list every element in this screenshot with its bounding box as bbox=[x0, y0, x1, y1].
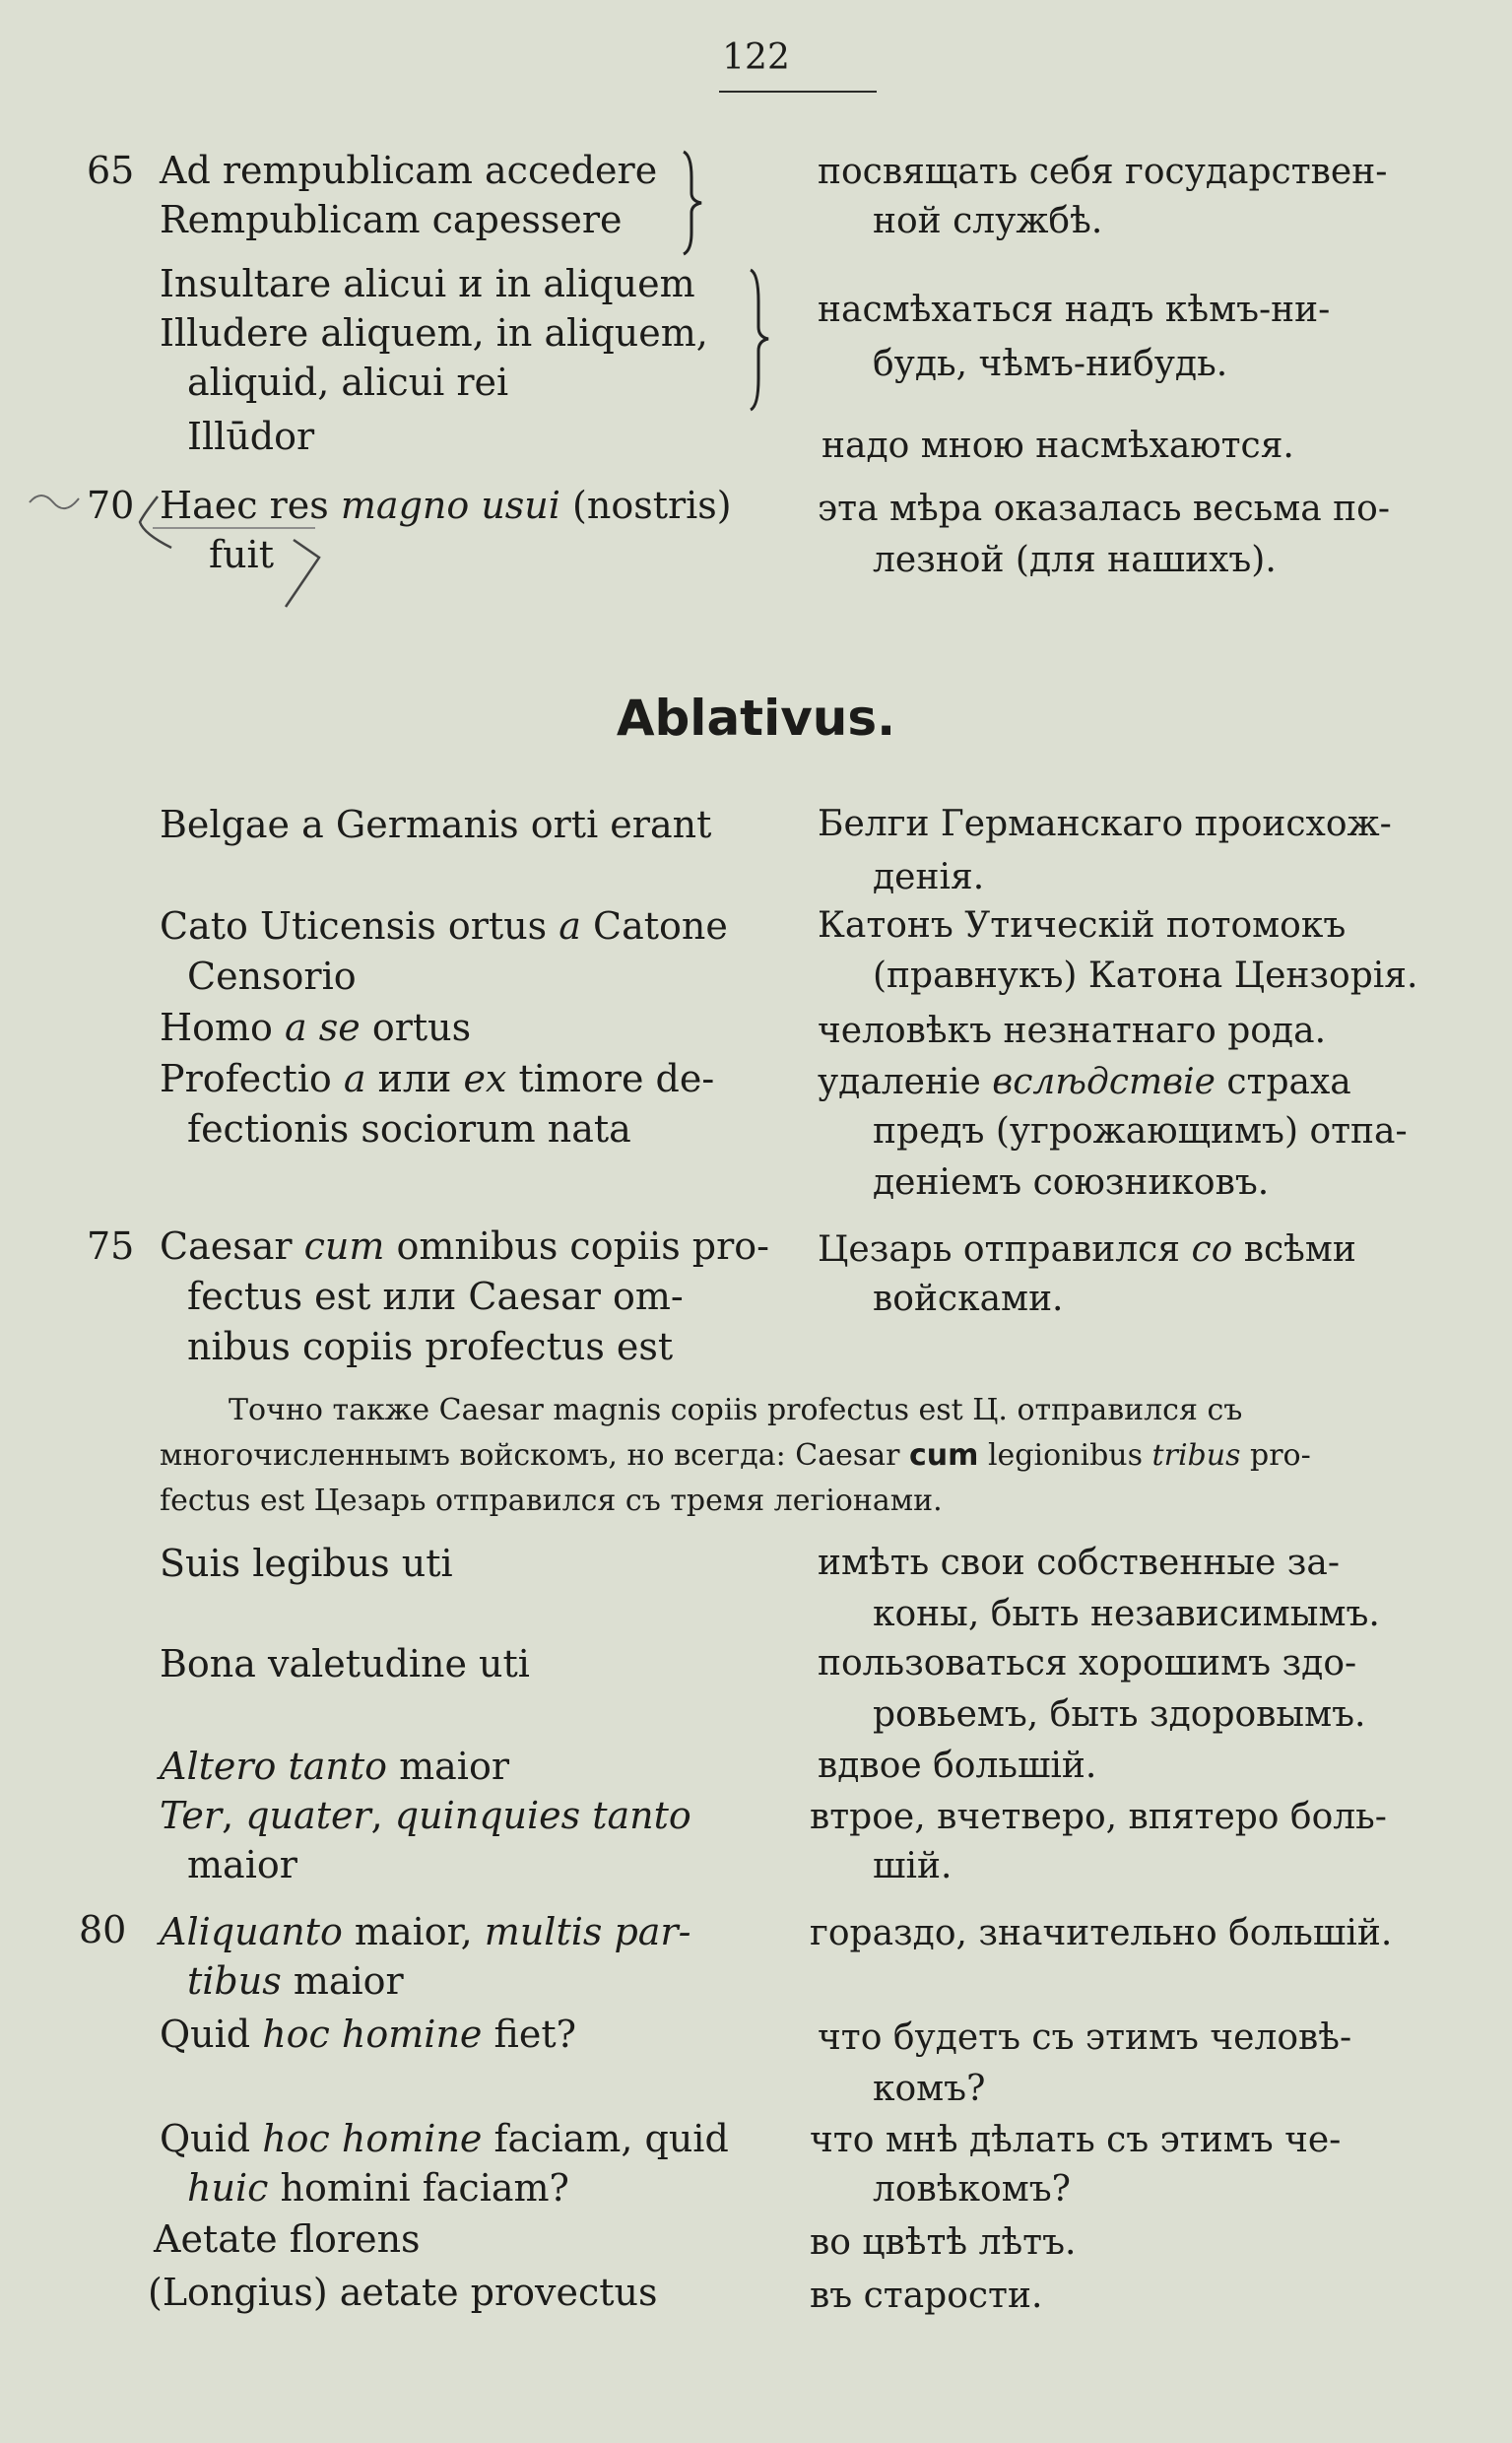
latin-phrase: fectionis sociorum nata bbox=[187, 1107, 631, 1151]
russian-translation: пользоваться хорошимъ здо- bbox=[818, 1643, 1357, 1684]
russian-translation: денія. bbox=[873, 857, 985, 897]
russian-translation: въ старости. bbox=[810, 2276, 1043, 2316]
latin-phrase: Rempublicam capessere bbox=[160, 198, 623, 241]
russian-translation: Катонъ Утическій потомокъ bbox=[818, 905, 1347, 946]
russian-translation: Белги Германскаго происхож- bbox=[818, 804, 1392, 844]
latin-phrase: Ad rempublicam accedere bbox=[160, 149, 658, 192]
latin-phrase: maior bbox=[187, 1843, 297, 1886]
latin-phrase: Belgae a Germanis orti erant bbox=[160, 803, 712, 846]
russian-translation: удаленіе вслѣдствіе страха bbox=[818, 1062, 1351, 1102]
russian-translation: посвящать себя государствен- bbox=[818, 152, 1388, 192]
section-heading: Ablativus. bbox=[616, 690, 896, 747]
latin-phrase: Quid hoc homine faciam, quid bbox=[160, 2117, 729, 2160]
latin-phrase: Bona valetudine uti bbox=[160, 1642, 530, 1685]
note-text: многочисленнымъ войскомъ, но всегда: Caesar cum legionibus tribus pro- bbox=[160, 1438, 1311, 1473]
russian-translation: эта мѣра оказалась весьма по- bbox=[818, 489, 1390, 529]
latin-phrase: Illūdor bbox=[187, 415, 315, 458]
russian-translation: во цвѣтѣ лѣтъ. bbox=[810, 2222, 1077, 2263]
russian-translation: лезной (для нашихъ). bbox=[873, 540, 1277, 580]
latin-phrase: Censorio bbox=[187, 955, 357, 998]
russian-translation: имѣть свои собственные за- bbox=[818, 1543, 1341, 1583]
russian-translation: ловѣкомъ? bbox=[873, 2169, 1071, 2210]
latin-phrase: Illudere aliquem, in aliquem, bbox=[160, 311, 708, 355]
russian-translation: что будетъ съ этимъ человѣ- bbox=[818, 2017, 1352, 2058]
russian-translation: будь, чѣмъ-нибудь. bbox=[873, 344, 1228, 384]
russian-translation: деніемъ союзниковъ. bbox=[873, 1162, 1270, 1203]
note-text: Точно также Caesar magnis copiis profectus est Ц. отправился съ bbox=[229, 1393, 1243, 1427]
russian-translation: насмѣхаться надъ кѣмъ-ни- bbox=[818, 290, 1331, 330]
latin-phrase: fectus est или Caesar om- bbox=[187, 1275, 684, 1318]
latin-phrase: huic homini faciam? bbox=[187, 2166, 569, 2210]
latin-phrase: Aliquanto maior, multis par- bbox=[160, 1910, 691, 1953]
curly-brace-icon bbox=[747, 266, 776, 414]
note-text: fectus est Цезарь отправился съ тремя легіонами. bbox=[160, 1484, 943, 1518]
russian-translation: вдвое большій. bbox=[818, 1746, 1097, 1786]
latin-phrase: nibus copiis profectus est bbox=[187, 1325, 674, 1368]
russian-translation: надо мною насмѣхаются. bbox=[822, 426, 1294, 466]
latin-phrase: Profectio a или ex timore de- bbox=[160, 1057, 715, 1100]
curly-brace-icon bbox=[678, 148, 707, 256]
russian-translation: Цезарь отправился со всѣми bbox=[818, 1229, 1356, 1270]
russian-translation: коны, быть независимымъ. bbox=[873, 1594, 1380, 1634]
russian-translation: (правнукъ) Катона Цензорія. bbox=[873, 956, 1418, 996]
latin-phrase: Ter, quater, quinquies tanto bbox=[160, 1794, 691, 1837]
latin-phrase: fuit bbox=[209, 533, 274, 576]
russian-translation: человѣкъ незнатнаго рода. bbox=[818, 1011, 1327, 1051]
russian-translation: шій. bbox=[873, 1846, 953, 1886]
latin-phrase: Caesar cum omnibus copiis pro- bbox=[160, 1224, 769, 1268]
latin-phrase: tibus maior bbox=[187, 1959, 404, 2003]
russian-translation: ной службѣ. bbox=[873, 201, 1103, 241]
page-number: 122 bbox=[722, 37, 790, 78]
latin-phrase: Altero tanto maior bbox=[160, 1745, 509, 1788]
russian-translation: войсками. bbox=[873, 1279, 1064, 1319]
line-number: 65 bbox=[87, 149, 135, 192]
latin-phrase: Quid hoc homine fiet? bbox=[160, 2013, 576, 2056]
russian-translation: комъ? bbox=[873, 2069, 986, 2109]
pencil-mark-icon bbox=[20, 463, 335, 621]
russian-translation: ровьемъ, быть здоровымъ. bbox=[873, 1694, 1366, 1735]
line-number: 80 bbox=[79, 1908, 127, 1951]
page-number-rule bbox=[719, 91, 877, 93]
russian-translation: гораздо, значительно большій. bbox=[810, 1913, 1393, 1953]
line-number: 70 bbox=[87, 484, 135, 527]
latin-phrase: Suis legibus uti bbox=[160, 1542, 453, 1585]
latin-phrase: Homo a se ortus bbox=[160, 1006, 472, 1049]
latin-phrase: Aetate florens bbox=[154, 2217, 421, 2261]
latin-phrase: aliquid, alicui rei bbox=[187, 361, 509, 404]
line-number: 75 bbox=[87, 1224, 135, 1268]
russian-translation: предъ (угрожающимъ) отпа- bbox=[873, 1111, 1408, 1152]
latin-phrase: (Longius) aetate provectus bbox=[148, 2271, 658, 2314]
latin-phrase: Cato Uticensis ortus a Catone bbox=[160, 904, 728, 948]
latin-phrase: Haec res magno usui (nostris) bbox=[160, 484, 732, 527]
russian-translation: втрое, вчетверо, впятеро боль- bbox=[810, 1797, 1387, 1837]
russian-translation: что мнѣ дѣлать съ этимъ че- bbox=[810, 2120, 1342, 2160]
latin-phrase: Insultare alicui и in aliquem bbox=[160, 262, 695, 305]
